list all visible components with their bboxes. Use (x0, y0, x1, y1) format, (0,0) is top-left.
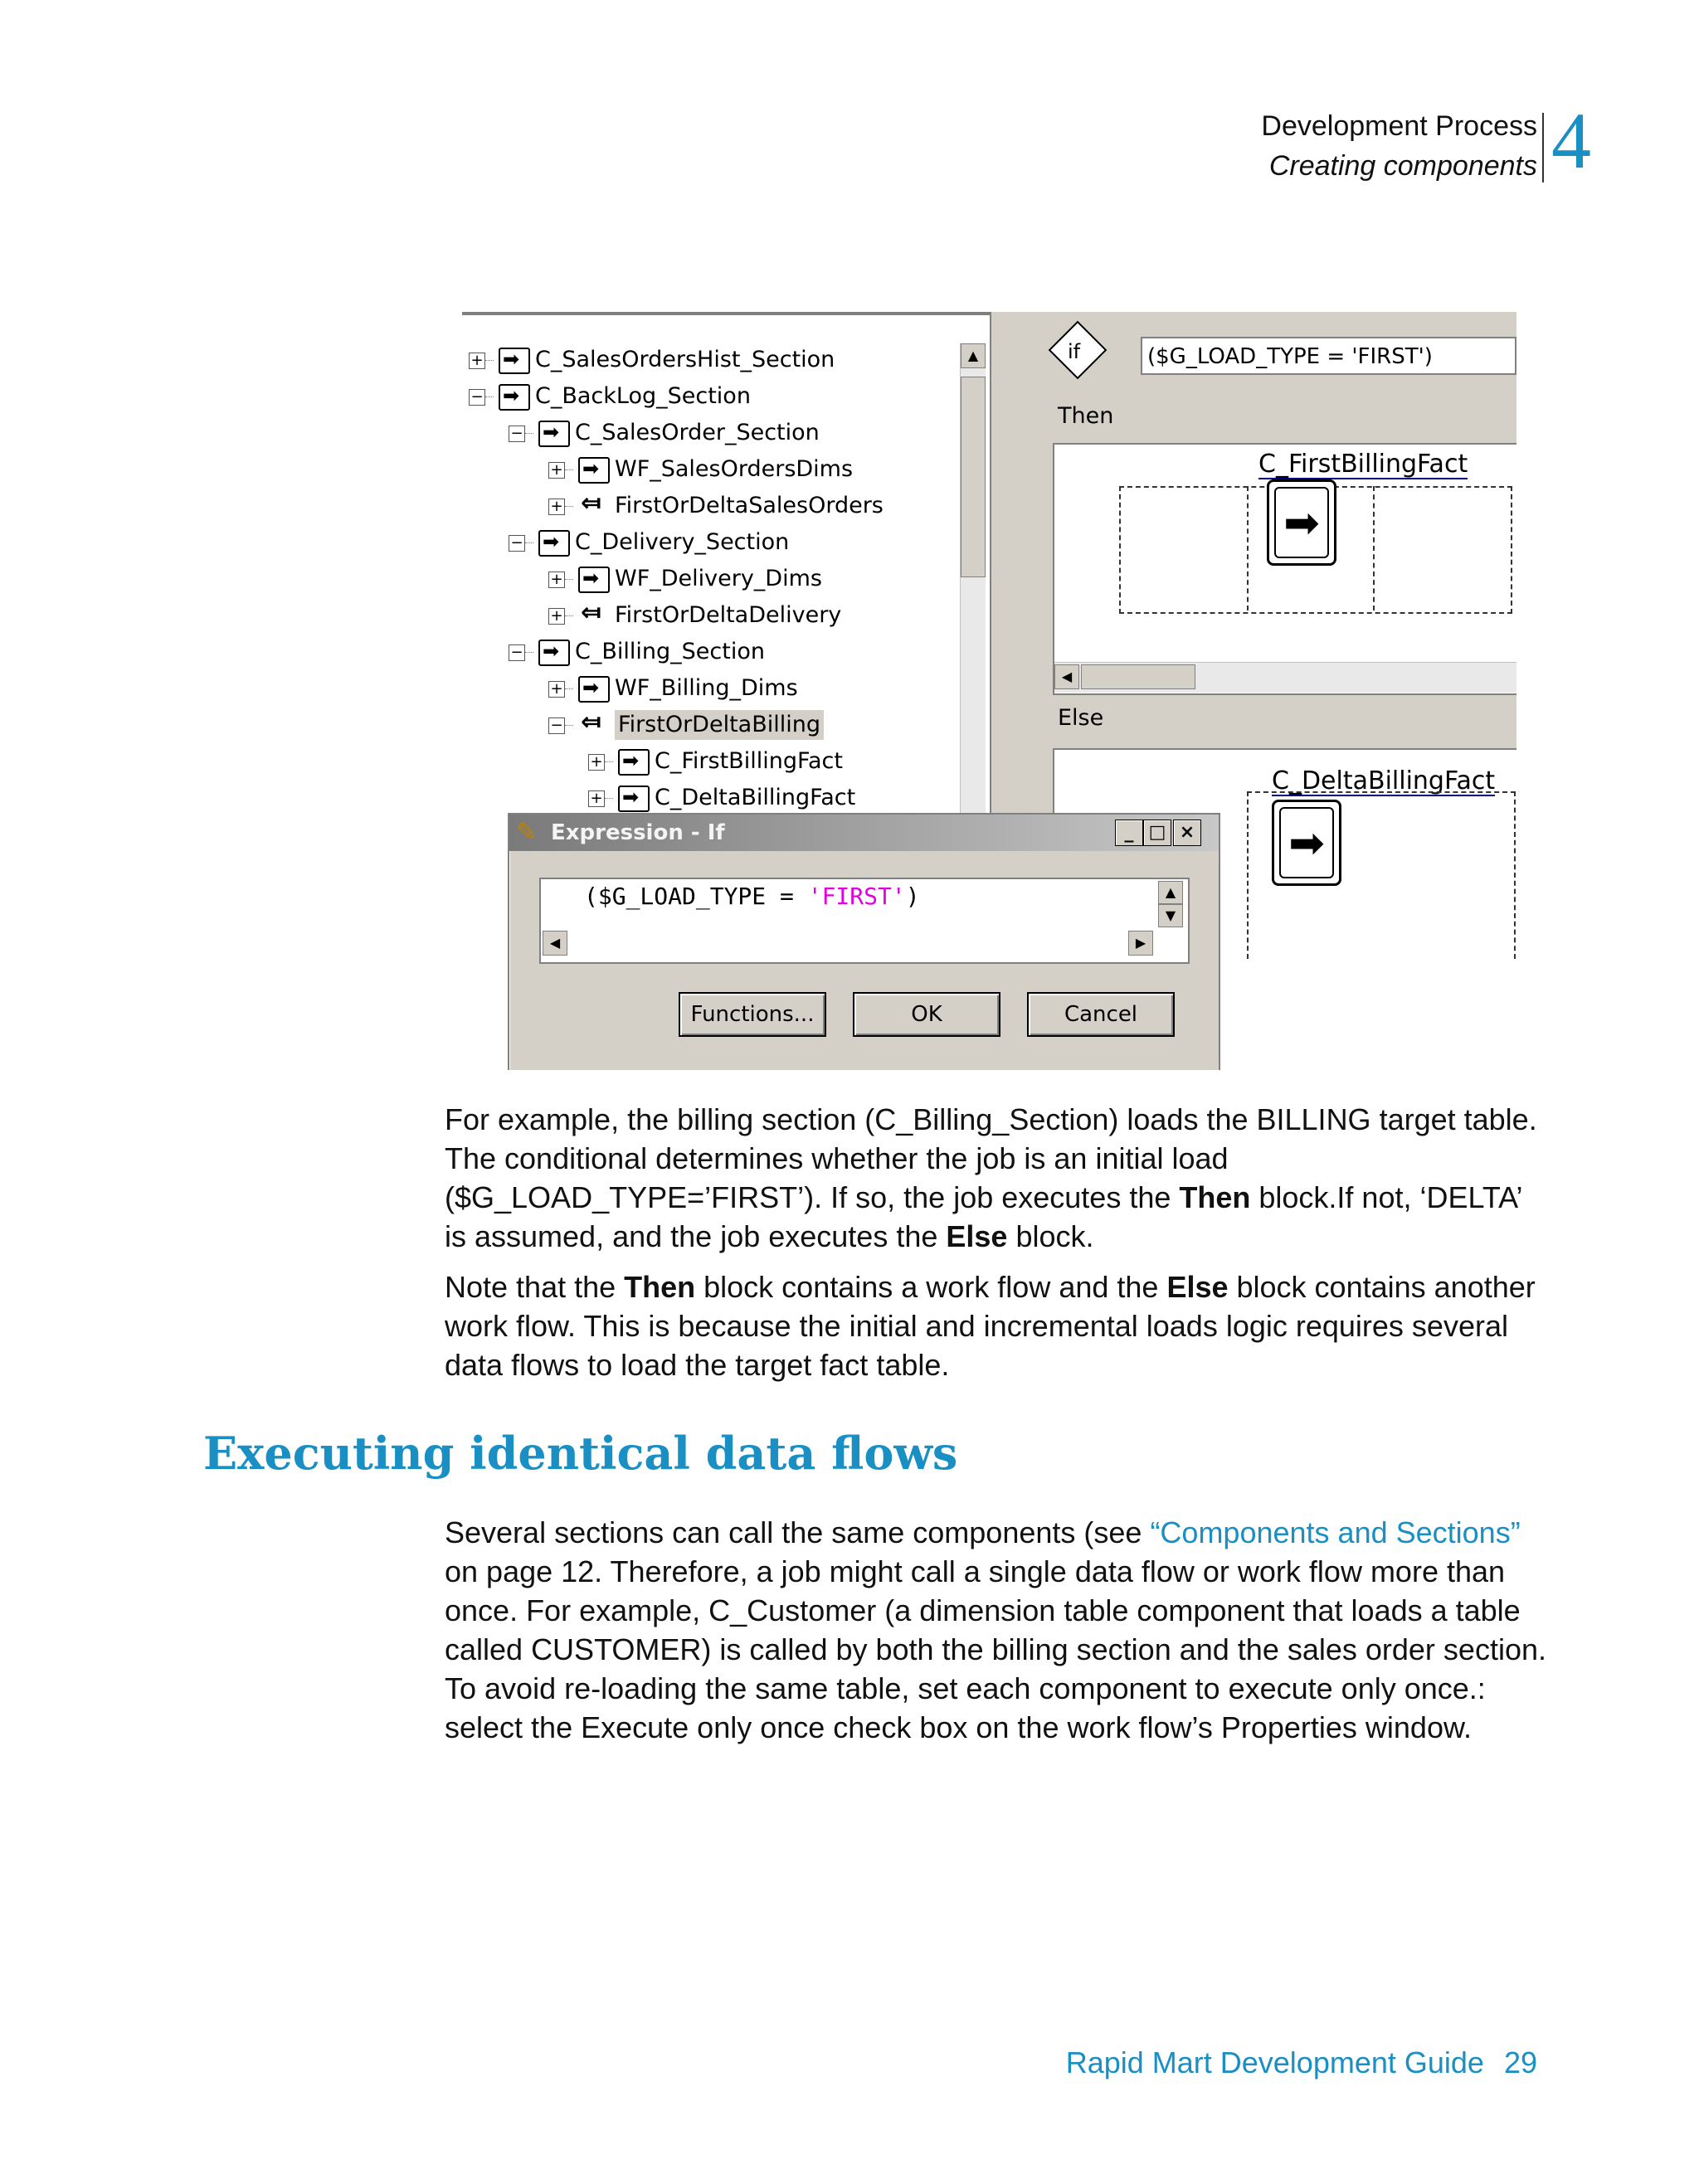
tree-connector (605, 798, 613, 800)
tree-item-label: C_Billing_Section (575, 639, 765, 664)
tree-item-label: FirstOrDeltaBilling (615, 710, 824, 740)
tree-connector (485, 360, 494, 362)
tree-connector (565, 469, 573, 471)
then-label: Then (1058, 403, 1114, 429)
tree-scrollbar[interactable] (960, 343, 986, 874)
tree-item-label: FirstOrDeltaDelivery (615, 602, 842, 628)
collapse-icon[interactable]: − (509, 535, 525, 552)
else-label: Else (1058, 705, 1104, 731)
arrow-icon: ➡ (538, 421, 570, 447)
text-run: Several sections can call the same components (see (445, 1515, 1151, 1549)
arrow-icon: ➡ (618, 786, 650, 812)
tree-connector (565, 688, 573, 690)
arrow-icon: ➡ (499, 348, 530, 374)
tree-connector (525, 433, 533, 435)
tree-connector (525, 542, 533, 544)
tree-item-label: FirstOrDeltaSalesOrders (615, 493, 884, 518)
conditional-icon: ⤆ (578, 603, 606, 626)
if-label: if (1068, 340, 1081, 363)
expand-icon[interactable]: + (588, 754, 605, 771)
bold-else: Else (1166, 1270, 1229, 1304)
page-number: 29 (1503, 2045, 1537, 2079)
else-flow-label: C_DeltaBillingFact (1272, 766, 1496, 795)
chapter-number: 4 (1551, 96, 1591, 185)
scroll-left-icon[interactable]: ◀ (543, 931, 567, 956)
scroll-left-icon[interactable]: ◀ (1054, 664, 1079, 689)
running-header (1261, 106, 1537, 186)
tree-item-label: C_SalesOrder_Section (575, 420, 820, 445)
arrow-icon: ➡ (499, 384, 530, 411)
workflow-icon[interactable]: ➡ (1272, 800, 1341, 886)
collapse-icon[interactable]: − (509, 644, 525, 661)
expand-icon[interactable]: + (588, 790, 605, 807)
expand-icon[interactable]: + (469, 353, 485, 369)
tree-connector (525, 652, 533, 654)
tree-item-label: WF_Delivery_Dims (615, 566, 822, 591)
arrow-icon: ➡ (578, 457, 610, 484)
tree-connector (565, 725, 573, 727)
then-canvas[interactable] (1053, 443, 1516, 695)
arrow-icon: ➡ (578, 676, 610, 703)
text-run: on page 12. Therefore, a job might call a single data flow or work flow more than once. For example, C_Customer (a dimension table component that loads a table called CUSTOMER) is called by both the billing section and the sales order section. To avoid re-loading the same table, set each component to execute only once.: select the Execute only once check box on the work flow’s Properties window. (445, 1554, 1546, 1744)
text-run: block.If not, ‘DELTA’ is assumed, and the job executes the (445, 1180, 1522, 1253)
workflow-icon[interactable]: ➡ (1267, 479, 1336, 566)
text-run: block. (1007, 1219, 1094, 1253)
arrow-icon: ➡ (618, 749, 650, 776)
header-divider (1542, 113, 1544, 182)
conditional-icon: ⤆ (578, 713, 606, 736)
collapse-icon[interactable]: − (509, 426, 525, 442)
guide-title: Rapid Mart Development Guide (1065, 2045, 1484, 2079)
paragraph-blocks (445, 1267, 1548, 1384)
scroll-right-icon[interactable]: ▶ (1128, 931, 1153, 956)
bold-then: Then (1179, 1180, 1251, 1214)
section-title: Creating components (1268, 150, 1537, 182)
tree-item-label: C_BackLog_Section (535, 383, 751, 409)
ok-button[interactable]: OK (853, 992, 1000, 1037)
collapse-icon[interactable]: − (548, 717, 565, 734)
expand-icon[interactable]: + (548, 608, 565, 625)
tree-item-label: WF_SalesOrdersDims (615, 456, 854, 482)
condition-field[interactable]: ($G_LOAD_TYPE = 'FIRST') (1141, 337, 1516, 375)
scroll-thumb[interactable] (1081, 664, 1195, 689)
maximize-icon[interactable]: □ (1143, 820, 1171, 846)
arrow-icon: ➡ (578, 567, 610, 593)
paragraph-billing (445, 1100, 1548, 1256)
dialog-title: Expression - If (509, 815, 1219, 851)
arrow-icon: ➡ (538, 640, 570, 666)
expand-icon[interactable]: + (548, 681, 565, 698)
tree-item-label: C_Delivery_Section (575, 529, 790, 555)
section-heading: Executing identical data flows (203, 1427, 958, 1480)
tree-item-label: C_SalesOrdersHist_Section (535, 347, 835, 372)
text-run: For example, the billing section (C_Billing_Section) loads the BILLING target table. The conditional determines whether the job is an initial load ($G_LOAD_TYPE=’FIRST’). If so, the job executes the (445, 1102, 1537, 1214)
pencil-icon: ✎ (516, 818, 538, 847)
tree-connector (565, 579, 573, 581)
tree-connector (565, 506, 573, 508)
then-hscroll[interactable] (1054, 662, 1516, 693)
paragraph-identical-flows (445, 1513, 1548, 1747)
collapse-icon[interactable]: − (469, 389, 485, 406)
expand-icon[interactable]: + (548, 572, 565, 588)
expression-string: 'FIRST' (807, 883, 906, 910)
expand-icon[interactable]: + (548, 499, 565, 515)
bold-else: Else (946, 1219, 1008, 1253)
page-footer (1066, 2045, 1537, 2080)
tree-item-label: C_DeltaBillingFact (655, 785, 856, 810)
functions-button[interactable]: Functions... (679, 992, 826, 1037)
scroll-up-icon[interactable]: ▲ (1158, 881, 1183, 904)
expression-suffix: ) (905, 883, 920, 910)
tree-item-label: WF_Billing_Dims (615, 675, 798, 701)
expand-icon[interactable]: + (548, 462, 565, 479)
cancel-button[interactable]: Cancel (1027, 992, 1175, 1037)
tree-connector (605, 761, 613, 763)
close-icon[interactable]: × (1173, 820, 1201, 846)
text-run: Note that the (445, 1270, 625, 1304)
arrow-icon: ➡ (538, 530, 570, 557)
designer-screenshot (462, 312, 1516, 1070)
chapter-title: Development Process (1261, 110, 1537, 142)
tree-item-label: C_FirstBillingFact (655, 748, 843, 774)
expression-dialog (508, 813, 1220, 1070)
bold-then: Then (624, 1270, 696, 1304)
expression-prefix: ($G_LOAD_TYPE = (584, 883, 808, 910)
minimize-icon[interactable]: _ (1115, 820, 1143, 846)
text-run: block contains a work flow and the (695, 1270, 1167, 1304)
scroll-thumb[interactable] (961, 377, 986, 577)
scroll-down-icon[interactable]: ▼ (1158, 904, 1183, 927)
then-flow-label: C_FirstBillingFact (1258, 450, 1468, 479)
tree-connector (485, 396, 494, 398)
scroll-up-icon[interactable]: ▲ (961, 343, 986, 368)
conditional-icon: ⤆ (578, 494, 606, 517)
components-sections-link[interactable]: “Components and Sections” (1150, 1515, 1521, 1549)
expression-editor[interactable] (539, 878, 1190, 964)
text-run: block contains another work flow. This is because the initial and incremental loads logic requires several data flows to load the target fact table. (445, 1270, 1536, 1382)
tree-connector (565, 615, 573, 617)
